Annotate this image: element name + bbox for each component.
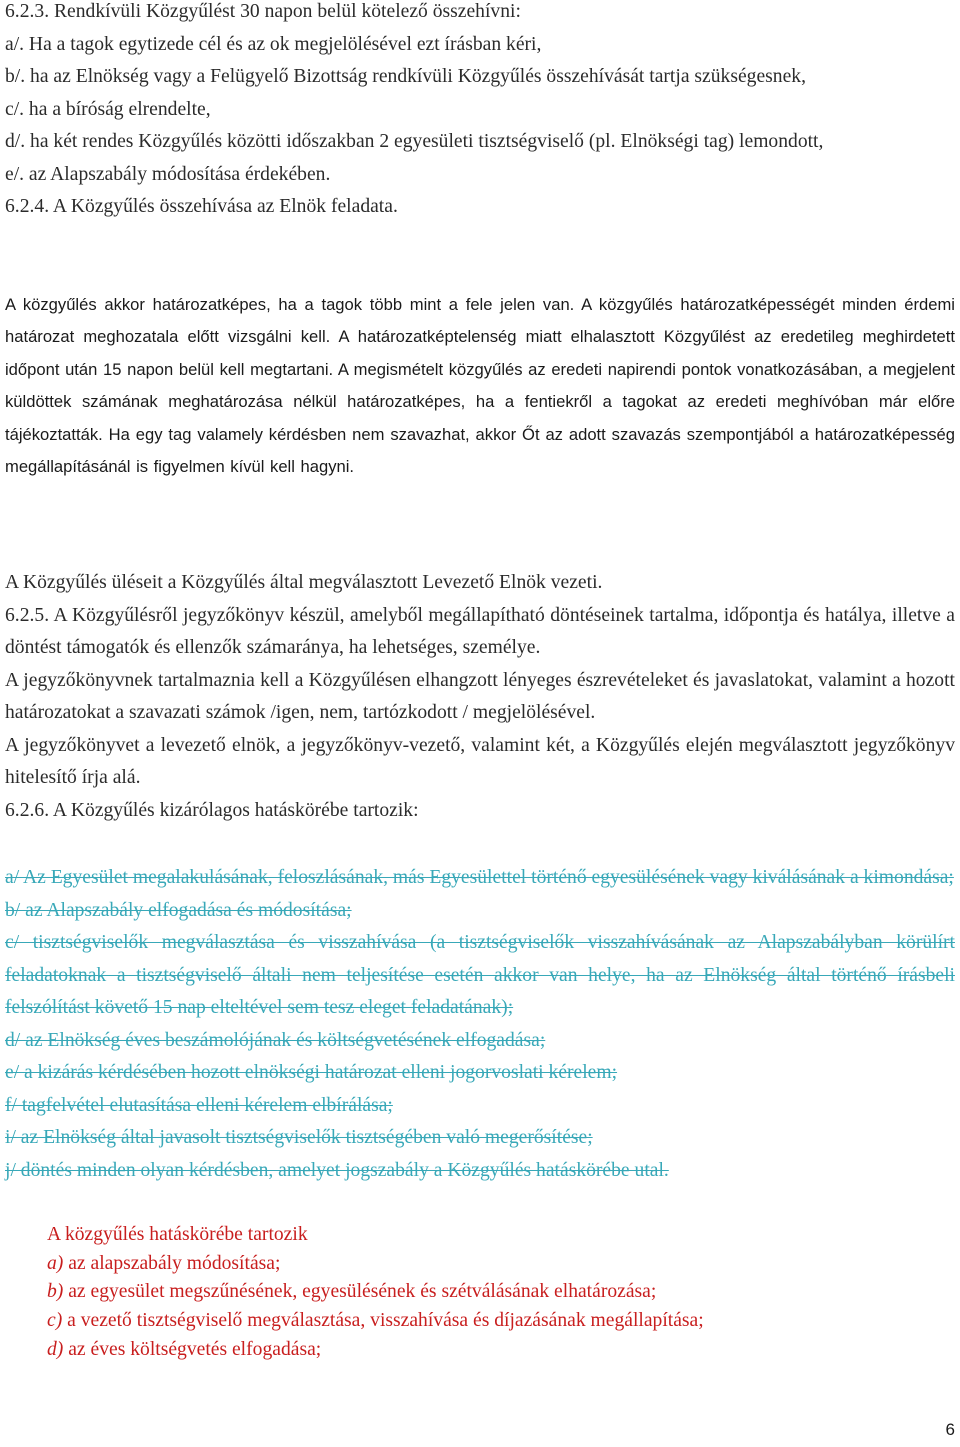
paragraph: A közgyűlés akkor határozatképes, ha a tagok több mint a fele jelen van. A közgyűlés határozatképességét minden érdemi határozat meghozatala előtt vizsgálni kell. A határozatképtelenség miatt elhalasztott Közgyűlést az eredetileg meghirdetett időpont után 15 napon belül kell megtartani. A megismételt közgyűlés az eredeti napirendi pontok vonatkozásában, a megjelent küldöttek számának meghatározása nélkül határozatképes, ha a fentiekről a tagokat az eredeti meghívóban már előre tájékoztatták. Ha egy tag valamely kérdésben nem szavazhat, akkor Őt az adott szavazás szempontjából a határozatképesség megállapításánál is figyelmen kívül kell hagyni. [5,295,955,477]
new-list-item [47,1336,947,1365]
section-6-2-6-struck-list [5,862,955,1187]
item-letter: a) [47,1252,64,1274]
struck-list-item: d/ az Elnökség éves beszámolójának és költségvetésének elfogadása; [5,1029,546,1051]
new-list-heading: A közgyűlés hatáskörébe tartozik [47,1224,308,1245]
section-heading: 6.2.3. Rendkívüli Közgyűlést 30 napon belül kötelező összehívni: [5,1,521,22]
item-letter: d) [47,1338,64,1360]
section-6-2-3 [5,0,955,224]
struck-list-item: e/ a kizárás kérdésében hozott elnökségi határozat elleni jogorvoslati kérelem; [5,1062,618,1083]
paragraph: 6.2.5. A Közgyűlésről jegyzőkönyv készül, amelyből megállapítható döntéseinek tartalma, időpontja és hatálya, illetve a döntést támogatók és ellenzők számaránya, ha lehetséges, személye. [5,604,955,658]
list-item: c/. ha a bíróság elrendelte, [5,98,211,120]
struck-list-item: f/ tagfelvétel elutasítása elleni kérelem elbírálása; [5,1094,393,1116]
paragraph: A jegyzőkönyvnek tartalmaznia kell a Közgyűlésen elhangzott lényeges észrevételeket és javaslatokat, valamint a hozott határozatokat a szavazati számok /igen, nem, tartózkodott / megjelölésével. [5,669,955,723]
item-text: az egyesület megszűnésének, egyesülésének és szétválásának elhatározása; [63,1281,657,1303]
item-letter: c) [47,1310,63,1332]
section-6-2-6-new-list [47,1221,947,1365]
struck-list-item: j/ döntés minden olyan kérdésben, amelyet jogszabály a Közgyűlés hatáskörébe utal. [5,1159,669,1181]
item-letter: b) [47,1281,64,1303]
new-list-item [47,1307,947,1336]
section-6-2-4-body [5,289,955,483]
list-item: d/. ha két rendes Közgyűlés közötti időszakban 2 egyesületi tisztségviselő (pl. Elnökségi tag) lemondott, [5,131,824,152]
struck-list-item: i/ az Elnökség által javasolt tisztségviselők tisztségében való megerősítése; [5,1127,593,1148]
item-text: az éves költségvetés elfogadása; [63,1338,322,1360]
page-number: 6 [945,1420,955,1439]
list-item: b/. ha az Elnökség vagy a Felügyelő Bizottság rendkívüli Közgyűlés összehívását tartja szükségesnek, [5,66,806,87]
section-heading: 6.2.6. A Közgyűlés kizárólagos hatáskörébe tartozik: [5,799,419,821]
struck-list-item: a/ Az Egyesület megalakulásának, feloszlásának, más Egyesülettel történő egyesülésének vagy kiválásának a kimondása; [5,867,954,888]
paragraph: A jegyzőkönyvet a levezető elnök, a jegyzőkönyv-vezető, valamint két, a Közgyűlés elején megválasztott jegyzőkönyv hitelesítő írja alá. [5,734,955,788]
section-heading: 6.2.4. A Közgyűlés összehívása az Elnök feladata. [5,196,398,217]
section-6-2-5 [5,567,955,827]
list-item: a/. Ha a tagok egytizede cél és az ok megjelölésével ezt írásban kéri, [5,33,542,55]
item-text: a vezető tisztségviselő megválasztása, visszahívása és díjazásának megállapítása; [62,1310,704,1332]
new-list-item [47,1278,947,1307]
paragraph: A Közgyűlés üléseit a Közgyűlés által megválasztott Levezető Elnök vezeti. [5,572,603,593]
struck-list-item: b/ az Alapszabály elfogadása és módosítása; [5,899,352,921]
item-text: az alapszabály módosítása; [63,1252,281,1274]
new-list-item [47,1250,947,1279]
list-item: e/. az Alapszabály módosítása érdekében. [5,163,331,185]
struck-list-item: c/ tisztségviselők megválasztása és visszahívása (a tisztségviselők visszahívásának az Alapszabályban körülírt feladatoknak a tisztségviselő általi nem teljesítése esetén akkor van helye, ha az Elnökség által történő írásbeli felszólítást követő 15 nap elteltével sem tesz eleget feladatának); [5,932,955,1018]
